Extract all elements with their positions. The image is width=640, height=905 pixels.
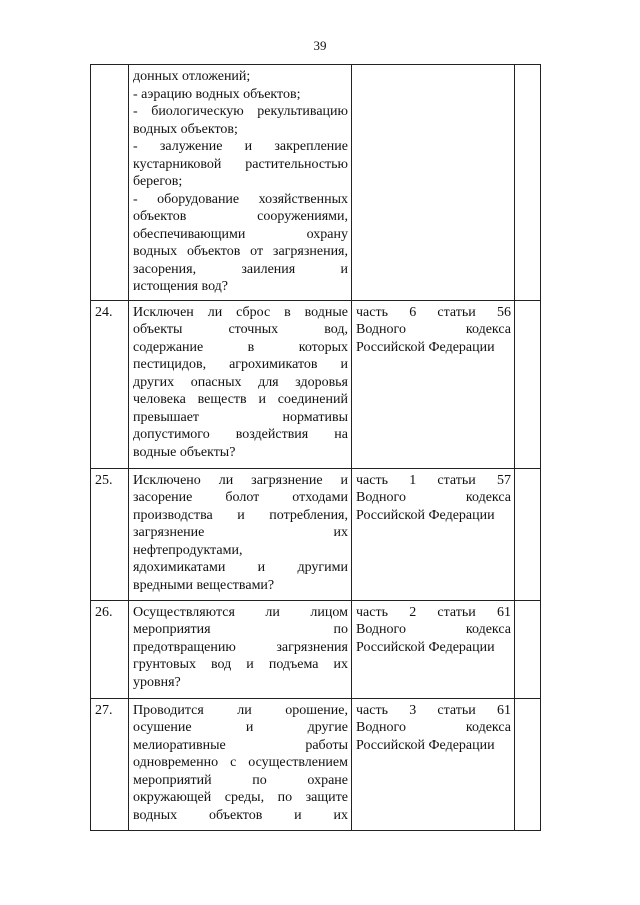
question-line: нефтепродуктами, xyxy=(133,542,243,558)
row-number xyxy=(91,65,129,301)
question-cell xyxy=(129,65,352,301)
question-line: предотвращению загрязнения xyxy=(133,639,348,655)
reference-cell xyxy=(352,468,515,600)
question-line: объектов сооружениями, xyxy=(133,209,348,224)
reference-cell xyxy=(352,600,515,698)
question-line: донных отложений; xyxy=(133,69,251,84)
row-number: 27. xyxy=(91,698,129,830)
question-line: Исключен ли сброс в водные xyxy=(133,304,348,320)
question-line: загрязнение их xyxy=(133,525,348,540)
question-line: засорение болот отходами xyxy=(133,490,348,505)
question-line: осушение и другие xyxy=(133,720,348,735)
question-line: кустарниковой растительностью xyxy=(133,156,348,172)
note-cell xyxy=(515,65,541,301)
question-line: засорения, заиления и xyxy=(133,261,348,277)
question-line: ядохимикатами и другими xyxy=(133,560,348,575)
reference-line: часть 6 статьи 56 xyxy=(356,304,511,320)
question-line: - биологическую рекультивацию xyxy=(133,104,348,119)
question-line: истощения вод? xyxy=(133,279,229,294)
question-line: Исключено ли загрязнение и xyxy=(133,472,348,488)
reference-cell xyxy=(352,300,515,468)
question-line: - залужение и закрепление xyxy=(133,139,348,154)
table-row xyxy=(91,300,541,468)
question-line: человека веществ и соединений xyxy=(133,392,348,407)
row-number: 25. xyxy=(91,468,129,600)
reference-line: часть 3 статьи 61 xyxy=(356,702,511,718)
question-line: обеспечивающими охрану xyxy=(133,226,348,242)
reference-line: Российской Федерации xyxy=(356,639,495,655)
question-line: объекты сточных вод, xyxy=(133,322,348,337)
question-line: других опасных для здоровья xyxy=(133,374,348,390)
question-line: - оборудование хозяйственных xyxy=(133,191,348,207)
table-row xyxy=(91,600,541,698)
question-line: мероприятий по охране xyxy=(133,772,348,788)
page-number: 39 xyxy=(313,38,327,53)
reference-cell xyxy=(352,698,515,830)
row-number: 26. xyxy=(91,600,129,698)
question-line: окружающей среды, по защите xyxy=(133,790,348,805)
reference-line: Водного кодекса xyxy=(356,490,511,505)
question-line: Проводится ли орошение, xyxy=(133,702,348,718)
table-row xyxy=(91,65,541,301)
question-line: - аэрацию водных объектов; xyxy=(133,86,301,102)
question-line: водные объекты? xyxy=(133,444,236,460)
question-line: превышает нормативы xyxy=(133,409,348,425)
question-line: водных объектов и их xyxy=(133,807,348,823)
question-line: берегов; xyxy=(133,174,183,189)
question-line: пестицидов, агрохимикатов и xyxy=(133,357,348,372)
reference-line: Водного кодекса xyxy=(356,622,511,637)
question-line: вредными веществами? xyxy=(133,577,275,593)
question-cell xyxy=(129,600,352,698)
question-cell xyxy=(129,468,352,600)
reference-line: Водного кодекса xyxy=(356,322,511,337)
reference-line: часть 2 статьи 61 xyxy=(356,604,511,620)
reference-line: Российской Федерации xyxy=(356,737,495,753)
question-line: водных объектов от загрязнения, xyxy=(133,244,348,259)
question-line: водных объектов; xyxy=(133,121,238,137)
question-cell xyxy=(129,300,352,468)
question-cell xyxy=(129,698,352,830)
reference-line: Российской Федерации xyxy=(356,507,495,523)
question-line: уровня? xyxy=(133,674,181,690)
reference-line: часть 1 статьи 57 xyxy=(356,472,511,488)
question-line: одновременно с осуществлением xyxy=(133,755,348,770)
note-cell xyxy=(515,698,541,830)
row-number: 24. xyxy=(91,300,129,468)
question-line: мероприятия по xyxy=(133,622,348,637)
checklist-table xyxy=(90,64,541,831)
question-line: Осуществляются ли лицом xyxy=(133,604,348,620)
note-cell xyxy=(515,300,541,468)
question-line: допустимого воздействия на xyxy=(133,427,348,442)
table-row xyxy=(91,468,541,600)
note-cell xyxy=(515,468,541,600)
reference-line: Российской Федерации xyxy=(356,339,495,355)
question-line: мелиоративные работы xyxy=(133,737,348,753)
reference-cell xyxy=(352,65,515,301)
question-line: грунтовых вод и подъема их xyxy=(133,657,348,672)
question-line: производства и потребления, xyxy=(133,507,348,523)
table-row xyxy=(91,698,541,830)
reference-line: Водного кодекса xyxy=(356,720,511,735)
note-cell xyxy=(515,600,541,698)
question-line: содержание в которых xyxy=(133,339,348,355)
